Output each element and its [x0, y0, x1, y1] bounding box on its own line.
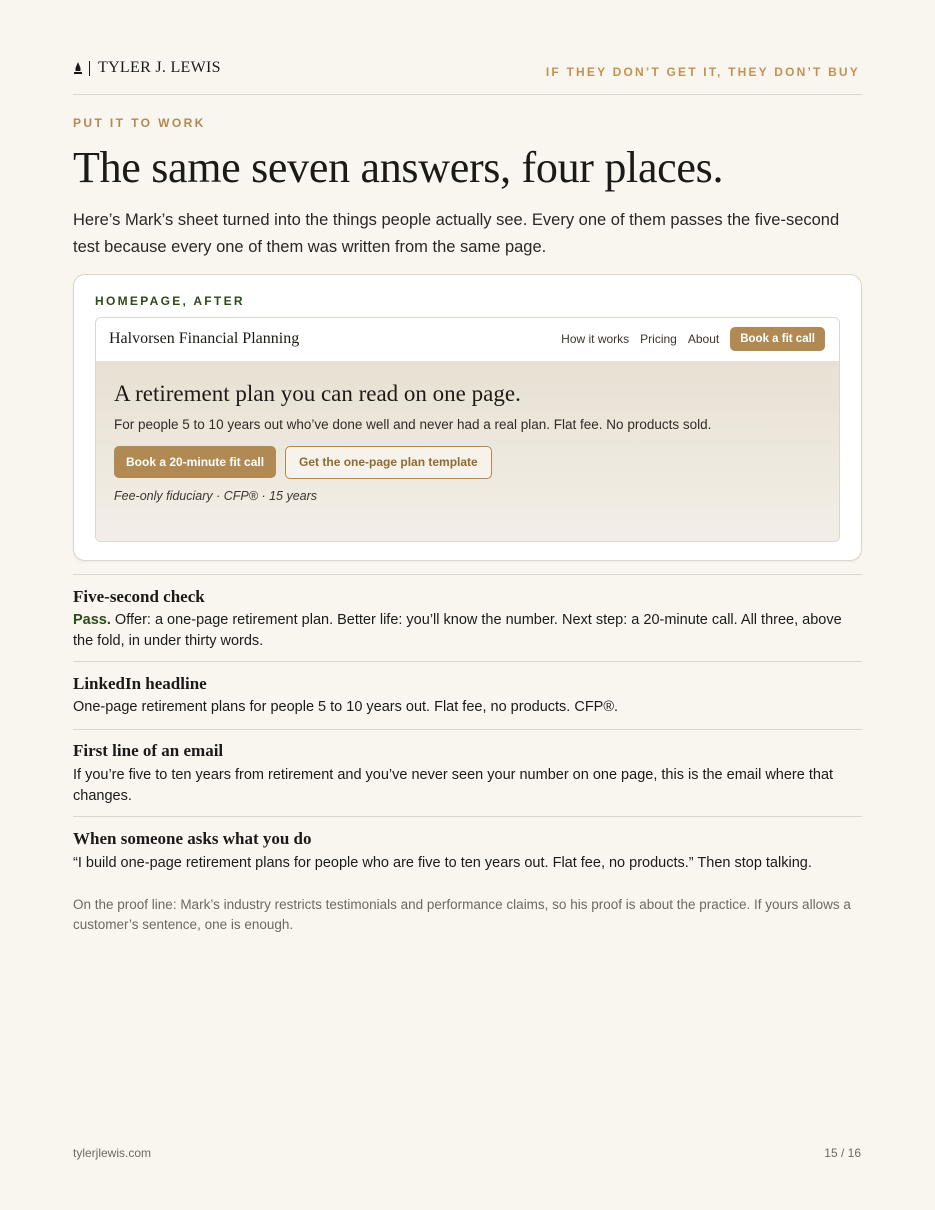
proof-line-note: On the proof line: Mark’s industry restricts testimonials and performance claims, so his proof is about the practice. If yours allows a customer’s sentence, one is enough.	[73, 897, 851, 932]
card-label: HOMEPAGE, AFTER	[95, 294, 245, 308]
section-heading: When someone asks what you do	[73, 829, 312, 848]
pass-label: Pass.	[73, 612, 111, 628]
mockup-logo[interactable]: Halvorsen Financial Planning	[109, 330, 300, 347]
section-body: If you’re five to ten years from retirement and you’ve never seen your number on one page, this is the email where that changes.	[73, 767, 834, 804]
template-button[interactable]: Get the one-page plan template	[285, 446, 492, 479]
nav-link-pricing[interactable]: Pricing	[640, 332, 677, 346]
quill-icon	[73, 61, 83, 75]
nav-book-fit-call-button[interactable]: Book a fit call	[730, 327, 825, 351]
hero-proof-line: Fee-only fiduciary · CFP® · 15 years	[114, 489, 318, 503]
header-tagline: IF THEY DON’T GET IT, THEY DON’T BUY	[545, 65, 860, 79]
section-body-text: Offer: a one-page retirement plan. Better life: you’ll know the number. Next step: a 20-minute call. All three, above the fold, in under thirty words.	[73, 612, 842, 649]
section-linkedin-headline	[73, 661, 862, 730]
homepage-example-card	[73, 274, 862, 561]
footer-site: tylerjlewis.com	[73, 1146, 152, 1160]
section-body: “I build one-page retirement plans for people who are five to ten years out. Flat fee, no products.” Then stop talking.	[73, 855, 812, 871]
page-title: The same seven answers, four places.	[73, 143, 724, 192]
brand	[73, 59, 221, 77]
hero-buttons	[114, 446, 492, 479]
book-call-button[interactable]: Book a 20-minute fit call	[114, 446, 276, 478]
section-body: One-page retirement plans for people 5 to 10 years out. Flat fee, no products. CFP®.	[73, 699, 619, 715]
brand-name: TYLER J. LEWIS	[98, 59, 221, 76]
page-header	[73, 58, 862, 95]
nav-link-about[interactable]: About	[687, 332, 720, 346]
section-what-you-do	[73, 816, 862, 877]
section-heading: First line of an email	[73, 741, 224, 760]
mockup-nav-links	[561, 327, 825, 351]
section-email-first-line	[73, 729, 862, 817]
intro-paragraph: Here’s Mark’s sheet turned into the things people actually see. Every one of them passes the five-second test because every one of them was written from the same page.	[73, 211, 840, 256]
footer-page-number: 15 / 16	[824, 1146, 861, 1160]
section-heading: Five-second check	[73, 587, 205, 606]
hero-title: A retirement plan you can read on one page.	[114, 381, 521, 406]
mockup-navbar	[96, 318, 839, 361]
homepage-mockup	[95, 317, 840, 542]
section-heading: LinkedIn headline	[73, 674, 207, 693]
mockup-hero	[96, 361, 839, 541]
hero-subtitle: For people 5 to 10 years out who’ve done well and never had a real plan. Flat fee. No products sold.	[114, 417, 712, 432]
section-eyebrow: PUT IT TO WORK	[73, 116, 206, 130]
brand-divider	[89, 61, 90, 76]
section-body	[73, 610, 862, 652]
nav-link-how-it-works[interactable]: How it works	[561, 332, 630, 346]
section-five-second-check	[73, 574, 862, 662]
